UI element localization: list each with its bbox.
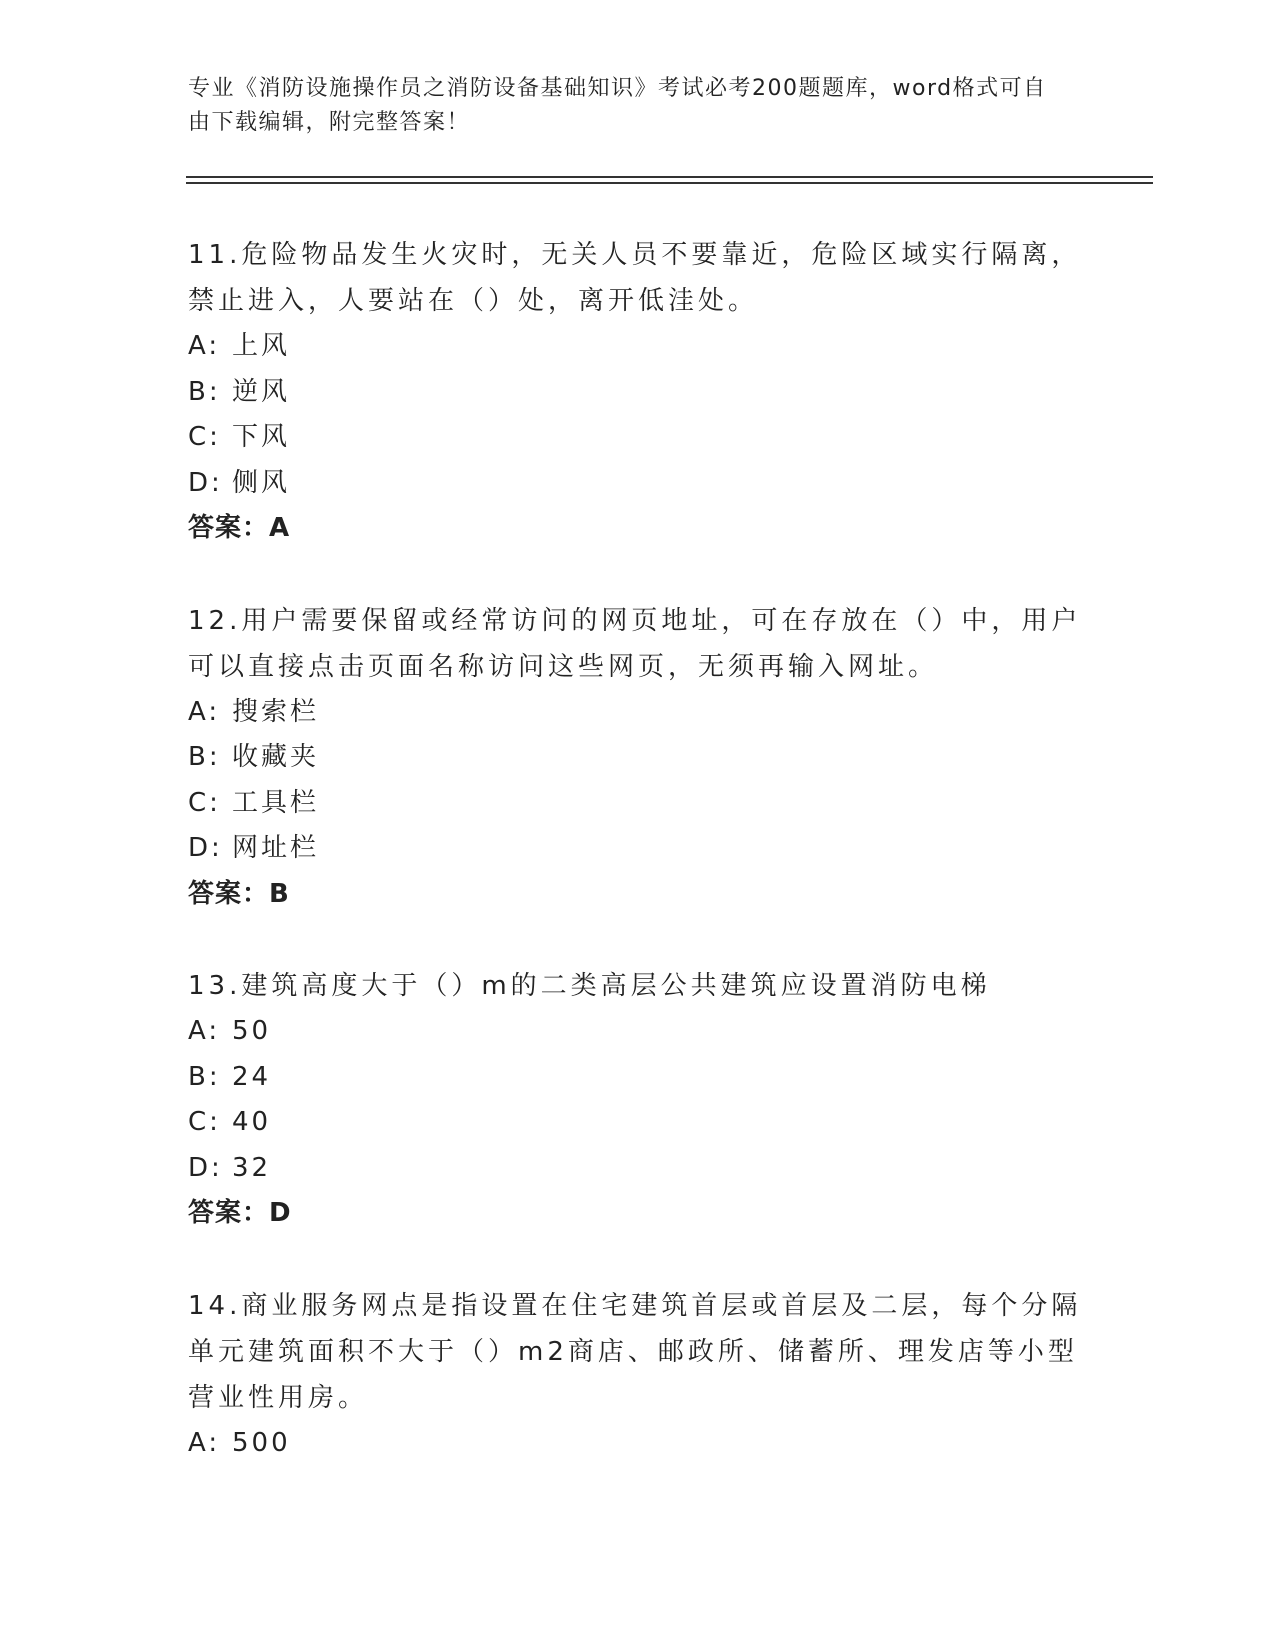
question-text: 11.危险物品发生火灾时，无关人员不要靠近，危险区域实行隔离，禁止进入，人要站在（）处，离开低洼处。	[188, 240, 1082, 316]
question-text: 13.建筑高度大于（）m的二类高层公共建筑应设置消防电梯	[188, 971, 991, 1001]
question-text: 14.商业服务网点是指设置在住宅建筑首层或首层及二层，每个分隔单元建筑面积不大于（）m2商店、邮政所、储蓄所、理发店等小型营业性用房。	[188, 1290, 1082, 1413]
question-11	[188, 232, 1088, 552]
option-b	[188, 370, 1088, 416]
option-a	[188, 1009, 1088, 1055]
option-text: 24	[232, 1061, 272, 1092]
option-c	[188, 415, 1088, 461]
option-text: 500	[232, 1427, 291, 1458]
option-a	[188, 324, 1088, 370]
header-divider-top	[186, 176, 1153, 178]
option-text: 下风	[232, 422, 291, 452]
option-a	[188, 1421, 1088, 1467]
option-letter: C:	[188, 1107, 221, 1137]
question-text: 12.用户需要保留或经常访问的网页地址，可在存放在（）中，用户可以直接点击页面名称访问这些网页，无须再输入网址。	[188, 605, 1082, 682]
option-letter: B:	[188, 1061, 221, 1092]
option-text: 网址栏	[232, 833, 320, 863]
option-letter: A:	[188, 331, 221, 361]
option-b	[188, 1055, 1088, 1101]
question-12	[188, 598, 1088, 918]
option-text: 侧风	[232, 467, 291, 498]
header-divider-bottom	[186, 182, 1153, 184]
option-c	[188, 781, 1088, 827]
option-letter: A:	[188, 1016, 221, 1046]
option-letter: B:	[188, 376, 221, 407]
option-letter: D:	[188, 833, 223, 863]
option-letter: C:	[188, 787, 221, 818]
option-letter: A:	[188, 1427, 221, 1458]
question-13	[188, 963, 1088, 1237]
option-d	[188, 461, 1088, 507]
option-text: 32	[232, 1152, 272, 1183]
option-text: 50	[232, 1016, 272, 1046]
option-text: 搜索栏	[232, 696, 320, 727]
option-text: 上风	[232, 331, 291, 361]
answer-line: 答案：B	[188, 878, 290, 909]
answer-line: 答案：A	[188, 513, 291, 543]
option-letter: C:	[188, 422, 221, 452]
option-d	[188, 1146, 1088, 1192]
option-text: 工具栏	[232, 787, 320, 818]
option-text: 收藏夹	[232, 742, 320, 772]
option-a	[188, 690, 1088, 736]
option-letter: A:	[188, 696, 221, 727]
option-letter: D:	[188, 1152, 223, 1183]
option-letter: D:	[188, 467, 223, 498]
option-c	[188, 1100, 1088, 1146]
option-d	[188, 826, 1088, 872]
option-text: 逆风	[232, 376, 291, 407]
option-text: 40	[232, 1107, 272, 1137]
header-title: 专业《消防设施操作员之消防设备基础知识》考试必考200题题库，word格式可自由下载编辑，附完整答案！	[188, 76, 1047, 135]
question-list	[188, 232, 1088, 1512]
question-14	[188, 1283, 1088, 1467]
option-letter: B:	[188, 742, 221, 772]
option-b	[188, 735, 1088, 781]
answer-line: 答案：D	[188, 1198, 292, 1228]
document-header	[188, 72, 1068, 140]
